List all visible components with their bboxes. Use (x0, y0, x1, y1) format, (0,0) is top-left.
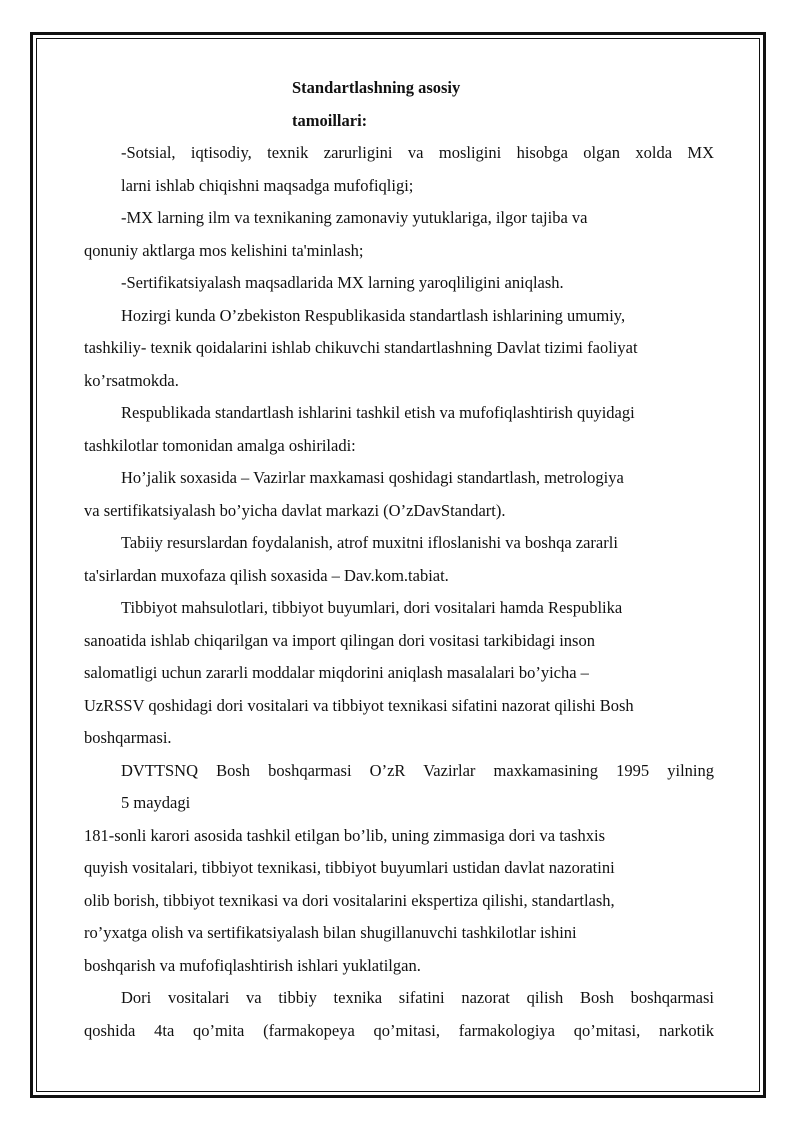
text-line: olib borish, tibbiyot texnikasi va dori vositalarini ekspertiza qilishi, standartlash, (84, 890, 615, 910)
text-line: sanoatida ishlab chiqarilgan va import qilingan dori vositasi tarkibidagi inson (84, 630, 595, 650)
text-line: Dori vositalari va tibbiy texnika sifatini nazorat qilish Bosh boshqarmasi (121, 988, 714, 1007)
text-line: UzRSSV qoshidagi dori vositalari va tibbiyot texnikasi sifatini nazorat qilishi Bosh (84, 695, 634, 715)
text-line: qoshida 4ta qo’mita (farmakopeya qo’mitasi, farmakologiya qo’mitasi, narkotik (84, 1020, 714, 1040)
text-line: -MX larning ilm va texnikaning zamonaviy yutuklariga, ilgor tajiba va (121, 208, 588, 227)
text-line: Respublikada standartlash ishlarini tashkil etish va mufofiqlashtirish quyidagi (121, 403, 635, 422)
document-title-line-1: Standartlashning asosiy (292, 78, 461, 97)
text-line: va sertifikatsiyalash bo’yicha davlat markazi (O’zDavStandart). (84, 500, 506, 520)
text-line: DVTTSNQ Bosh boshqarmasi O’zR Vazirlar maxkamasining 1995 yilning (121, 760, 714, 780)
text-line: Tabiiy resurslardan foydalanish, atrof muxitni ifloslanishi va boshqa zararli (121, 533, 618, 552)
text-line: -Sertifikatsiyalash maqsadlarida MX larning yaroqliligini aniqlash. (121, 273, 564, 292)
text-line: qonuniy aktlarga mos kelishini ta'minlash; (84, 240, 364, 260)
text-line: quyish vositalari, tibbiyot texnikasi, tibbiyot buyumlari ustidan davlat nazoratini (84, 858, 615, 877)
text-line: salomatligi uchun zararli moddalar miqdorini aniqlash masalalari bo’yicha – (84, 663, 589, 682)
text-line: tashkiliy- texnik qoidalarini ishlab chikuvchi standartlashning Davlat tizimi faoliyat (84, 338, 638, 357)
document-title-line-2: tamoillari: (292, 110, 368, 130)
document-text (84, 137, 714, 1047)
text-line: boshqarmasi. (84, 728, 172, 747)
text-line: larni ishlab chiqishni maqsadga mufofiqligi; (121, 175, 414, 195)
text-line: Tibbiyot mahsulotlari, tibbiyot buyumlari, dori vositalari hamda Respublika (121, 598, 623, 617)
text-line: ta'sirlardan muxofaza qilish soxasida – Dav.kom.tabiat. (84, 565, 449, 585)
text-line: Ho’jalik soxasida – Vazirlar maxkamasi qoshidagi standartlash, metrologiya (121, 468, 624, 487)
text-line: 5 maydagi (121, 793, 191, 812)
text-line: 181-sonli karori asosida tashkil etilgan bo’lib, uning zimmasiga dori va tashxis (84, 825, 606, 845)
text-line: boshqarish va mufofiqlashtirish ishlari yuklatilgan. (84, 955, 421, 975)
text-line: ro’yxatga olish va sertifikatsiyalash bilan shugillanuvchi tashkilotlar ishini (84, 923, 577, 942)
text-line: -Sotsial, iqtisodiy, texnik zarurligini va mosligini hisobga olgan xolda MX (121, 143, 714, 162)
document-body (84, 72, 714, 1047)
text-line: tashkilotlar tomonidan amalga oshiriladi: (84, 435, 356, 455)
text-line: ko’rsatmokda. (84, 370, 179, 390)
text-line: Hozirgi kunda O’zbekiston Respublikasida standartlash ishlarining umumiy, (121, 305, 626, 325)
